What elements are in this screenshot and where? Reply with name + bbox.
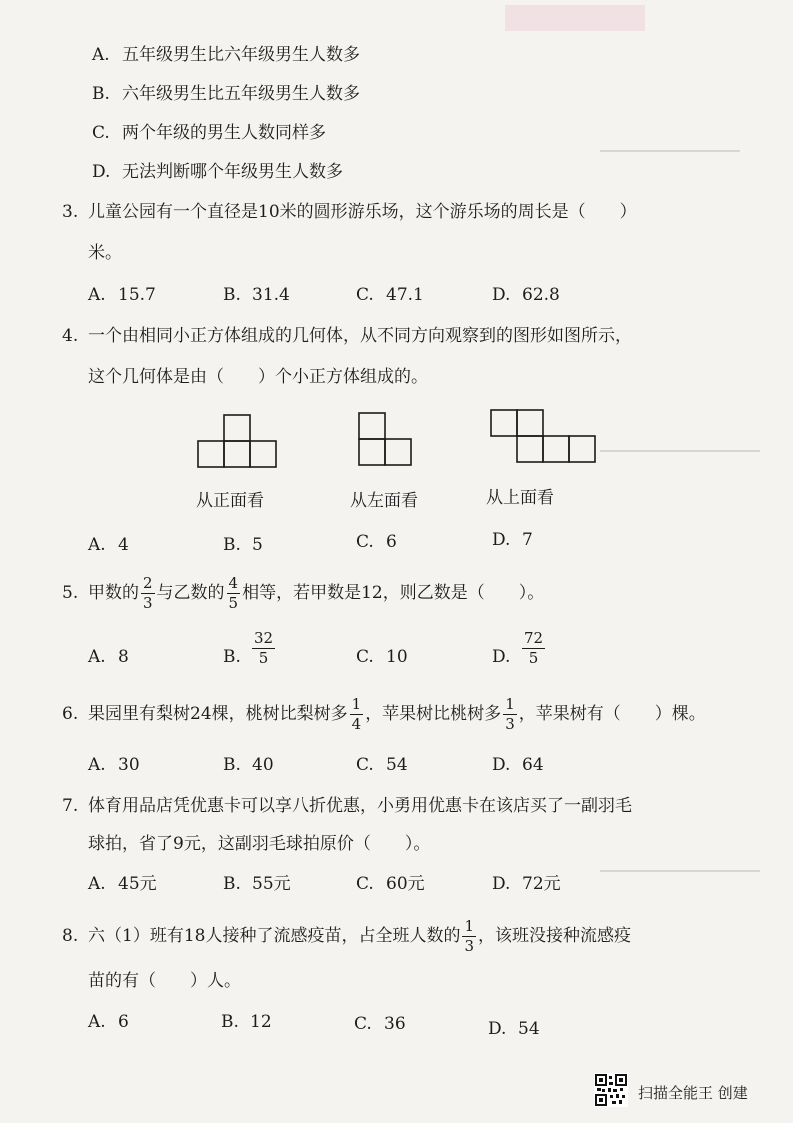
- question-text: 米。: [88, 243, 122, 263]
- question-text: 这个几何体是由（ ）个小正方体组成的。: [88, 367, 428, 387]
- text-segment: ，该班没接种流感疫: [478, 925, 631, 946]
- option-fraction: [522, 631, 545, 666]
- question-number: 4.: [62, 326, 79, 346]
- option-text: 31.4: [252, 285, 290, 305]
- numerator: 4: [228, 573, 239, 592]
- option-key: A.: [88, 1012, 106, 1032]
- numerator: 32: [254, 629, 274, 647]
- option-key: B.: [223, 285, 241, 305]
- numerator: 1: [464, 916, 474, 935]
- option-text: 47.1: [386, 285, 424, 305]
- option-text: 54: [386, 755, 408, 775]
- text-segment: 相等，若甲数是12，则乙数是（ ）。: [242, 582, 545, 603]
- option-text: 7: [522, 530, 533, 550]
- option-text: 6: [118, 1012, 129, 1032]
- option-text: 五年级男生比六年级男生人数多: [122, 45, 360, 65]
- option-text: 8: [118, 647, 129, 667]
- scanner-watermark-text: 扫描全能王 创建: [638, 1084, 748, 1102]
- option-text: 72元: [522, 874, 561, 894]
- denominator: 4: [351, 714, 362, 733]
- option-text: 54: [518, 1019, 540, 1039]
- question-number: 7.: [62, 796, 79, 816]
- denominator: 5: [528, 649, 539, 667]
- option-text: 无法判断哪个年级男生人数多: [122, 162, 343, 182]
- option-text: 12: [250, 1012, 272, 1032]
- option-key: C.: [356, 285, 374, 305]
- question-number: 3.: [62, 202, 79, 222]
- question-number: 5.: [62, 583, 79, 603]
- text-segment: 六（1）班有18人接种了流感疫苗，占全班人数的: [88, 925, 461, 946]
- option-text: 36: [384, 1014, 406, 1034]
- left-view-shape: [359, 413, 411, 465]
- option-key: C.: [92, 123, 110, 143]
- question-text: 儿童公园有一个直径是10米的圆形游乐场，这个游乐场的周长是（ ）: [88, 202, 637, 222]
- fraction: [503, 694, 517, 733]
- option-key: B.: [223, 535, 241, 555]
- view-label-top: 从上面看: [486, 488, 554, 508]
- qr-code-icon: [594, 1073, 628, 1107]
- option-key: D.: [492, 530, 511, 550]
- denominator: 3: [464, 936, 474, 955]
- denominator: 3: [143, 593, 153, 612]
- option-fraction: [252, 631, 275, 666]
- option-key: D.: [488, 1019, 507, 1039]
- option-text: 30: [118, 755, 140, 775]
- option-key: A.: [88, 755, 106, 775]
- option-key: D.: [492, 285, 511, 305]
- option-text: 5: [252, 535, 263, 555]
- option-text: 62.8: [522, 285, 560, 305]
- option-key: C.: [354, 1014, 372, 1034]
- numerator: 1: [351, 694, 362, 713]
- option-key: B.: [223, 647, 241, 667]
- question-text: [88, 914, 631, 958]
- option-key: D.: [492, 755, 511, 775]
- option-key: B.: [221, 1012, 239, 1032]
- option-text: 40: [252, 755, 274, 775]
- text-segment: 与乙数的: [156, 582, 225, 603]
- option-text: 64: [522, 755, 544, 775]
- question-text: [88, 571, 544, 615]
- option-key: D.: [92, 162, 111, 182]
- option-text: 15.7: [118, 285, 156, 305]
- option-key: B.: [223, 755, 241, 775]
- text-segment: ，苹果树有（ ）棵。: [518, 703, 706, 724]
- fraction: [141, 573, 155, 612]
- option-key: A.: [88, 285, 106, 305]
- denominator: 5: [228, 593, 239, 612]
- question-text: 苗的有（ ）人。: [88, 971, 241, 991]
- option-text: 55元: [252, 874, 291, 894]
- option-key: D.: [492, 647, 511, 667]
- option-key: A.: [88, 535, 106, 555]
- bleed-through-mark: [505, 5, 645, 31]
- option-key: C.: [356, 647, 374, 667]
- option-key: A.: [88, 647, 106, 667]
- option-key: C.: [356, 532, 374, 552]
- option-text: 10: [386, 647, 408, 667]
- bleed-through-mark: [600, 150, 740, 152]
- option-key: A.: [88, 874, 106, 894]
- front-view-shape: [198, 415, 276, 467]
- option-text: 4: [118, 535, 129, 555]
- question-text: 一个由相同小正方体组成的几何体，从不同方向观察到的图形如图所示，: [88, 326, 632, 346]
- option-key: B.: [223, 874, 241, 894]
- option-key: C.: [356, 874, 374, 894]
- option-key: B.: [92, 84, 110, 104]
- fraction: [350, 694, 364, 733]
- numerator: 2: [143, 573, 153, 592]
- top-view-shape: [491, 410, 595, 462]
- fraction: [462, 916, 476, 955]
- option-text: 两个年级的男生人数同样多: [122, 123, 326, 143]
- option-key: C.: [356, 755, 374, 775]
- option-key: D.: [492, 874, 511, 894]
- text-segment: 果园里有梨树24棵，桃树比梨树多: [88, 703, 348, 724]
- bleed-through-mark: [600, 450, 760, 452]
- text-segment: 甲数的: [88, 582, 139, 603]
- question-number: 8.: [62, 926, 79, 946]
- bleed-through-mark: [600, 870, 760, 872]
- option-text: 45元: [118, 874, 157, 894]
- text-segment: ，苹果树比桃树多: [365, 703, 502, 724]
- option-key: A.: [92, 45, 110, 65]
- question-number: 6.: [62, 704, 79, 724]
- option-text: 6: [386, 532, 397, 552]
- question-text: 球拍，省了9元，这副羽毛球拍原价（ ）。: [88, 834, 431, 854]
- view-label-left: 从左面看: [350, 491, 418, 511]
- denominator: 5: [258, 649, 269, 667]
- numerator: 72: [524, 629, 544, 647]
- question-text: [88, 692, 706, 736]
- view-label-front: 从正面看: [196, 491, 264, 511]
- option-text: 60元: [386, 874, 425, 894]
- option-text: 六年级男生比五年级男生人数多: [122, 84, 360, 104]
- denominator: 3: [505, 714, 515, 733]
- numerator: 1: [505, 694, 515, 713]
- fraction: [227, 573, 241, 612]
- question-text: 体育用品店凭优惠卡可以享八折优惠，小勇用优惠卡在该店买了一副羽毛: [88, 796, 632, 816]
